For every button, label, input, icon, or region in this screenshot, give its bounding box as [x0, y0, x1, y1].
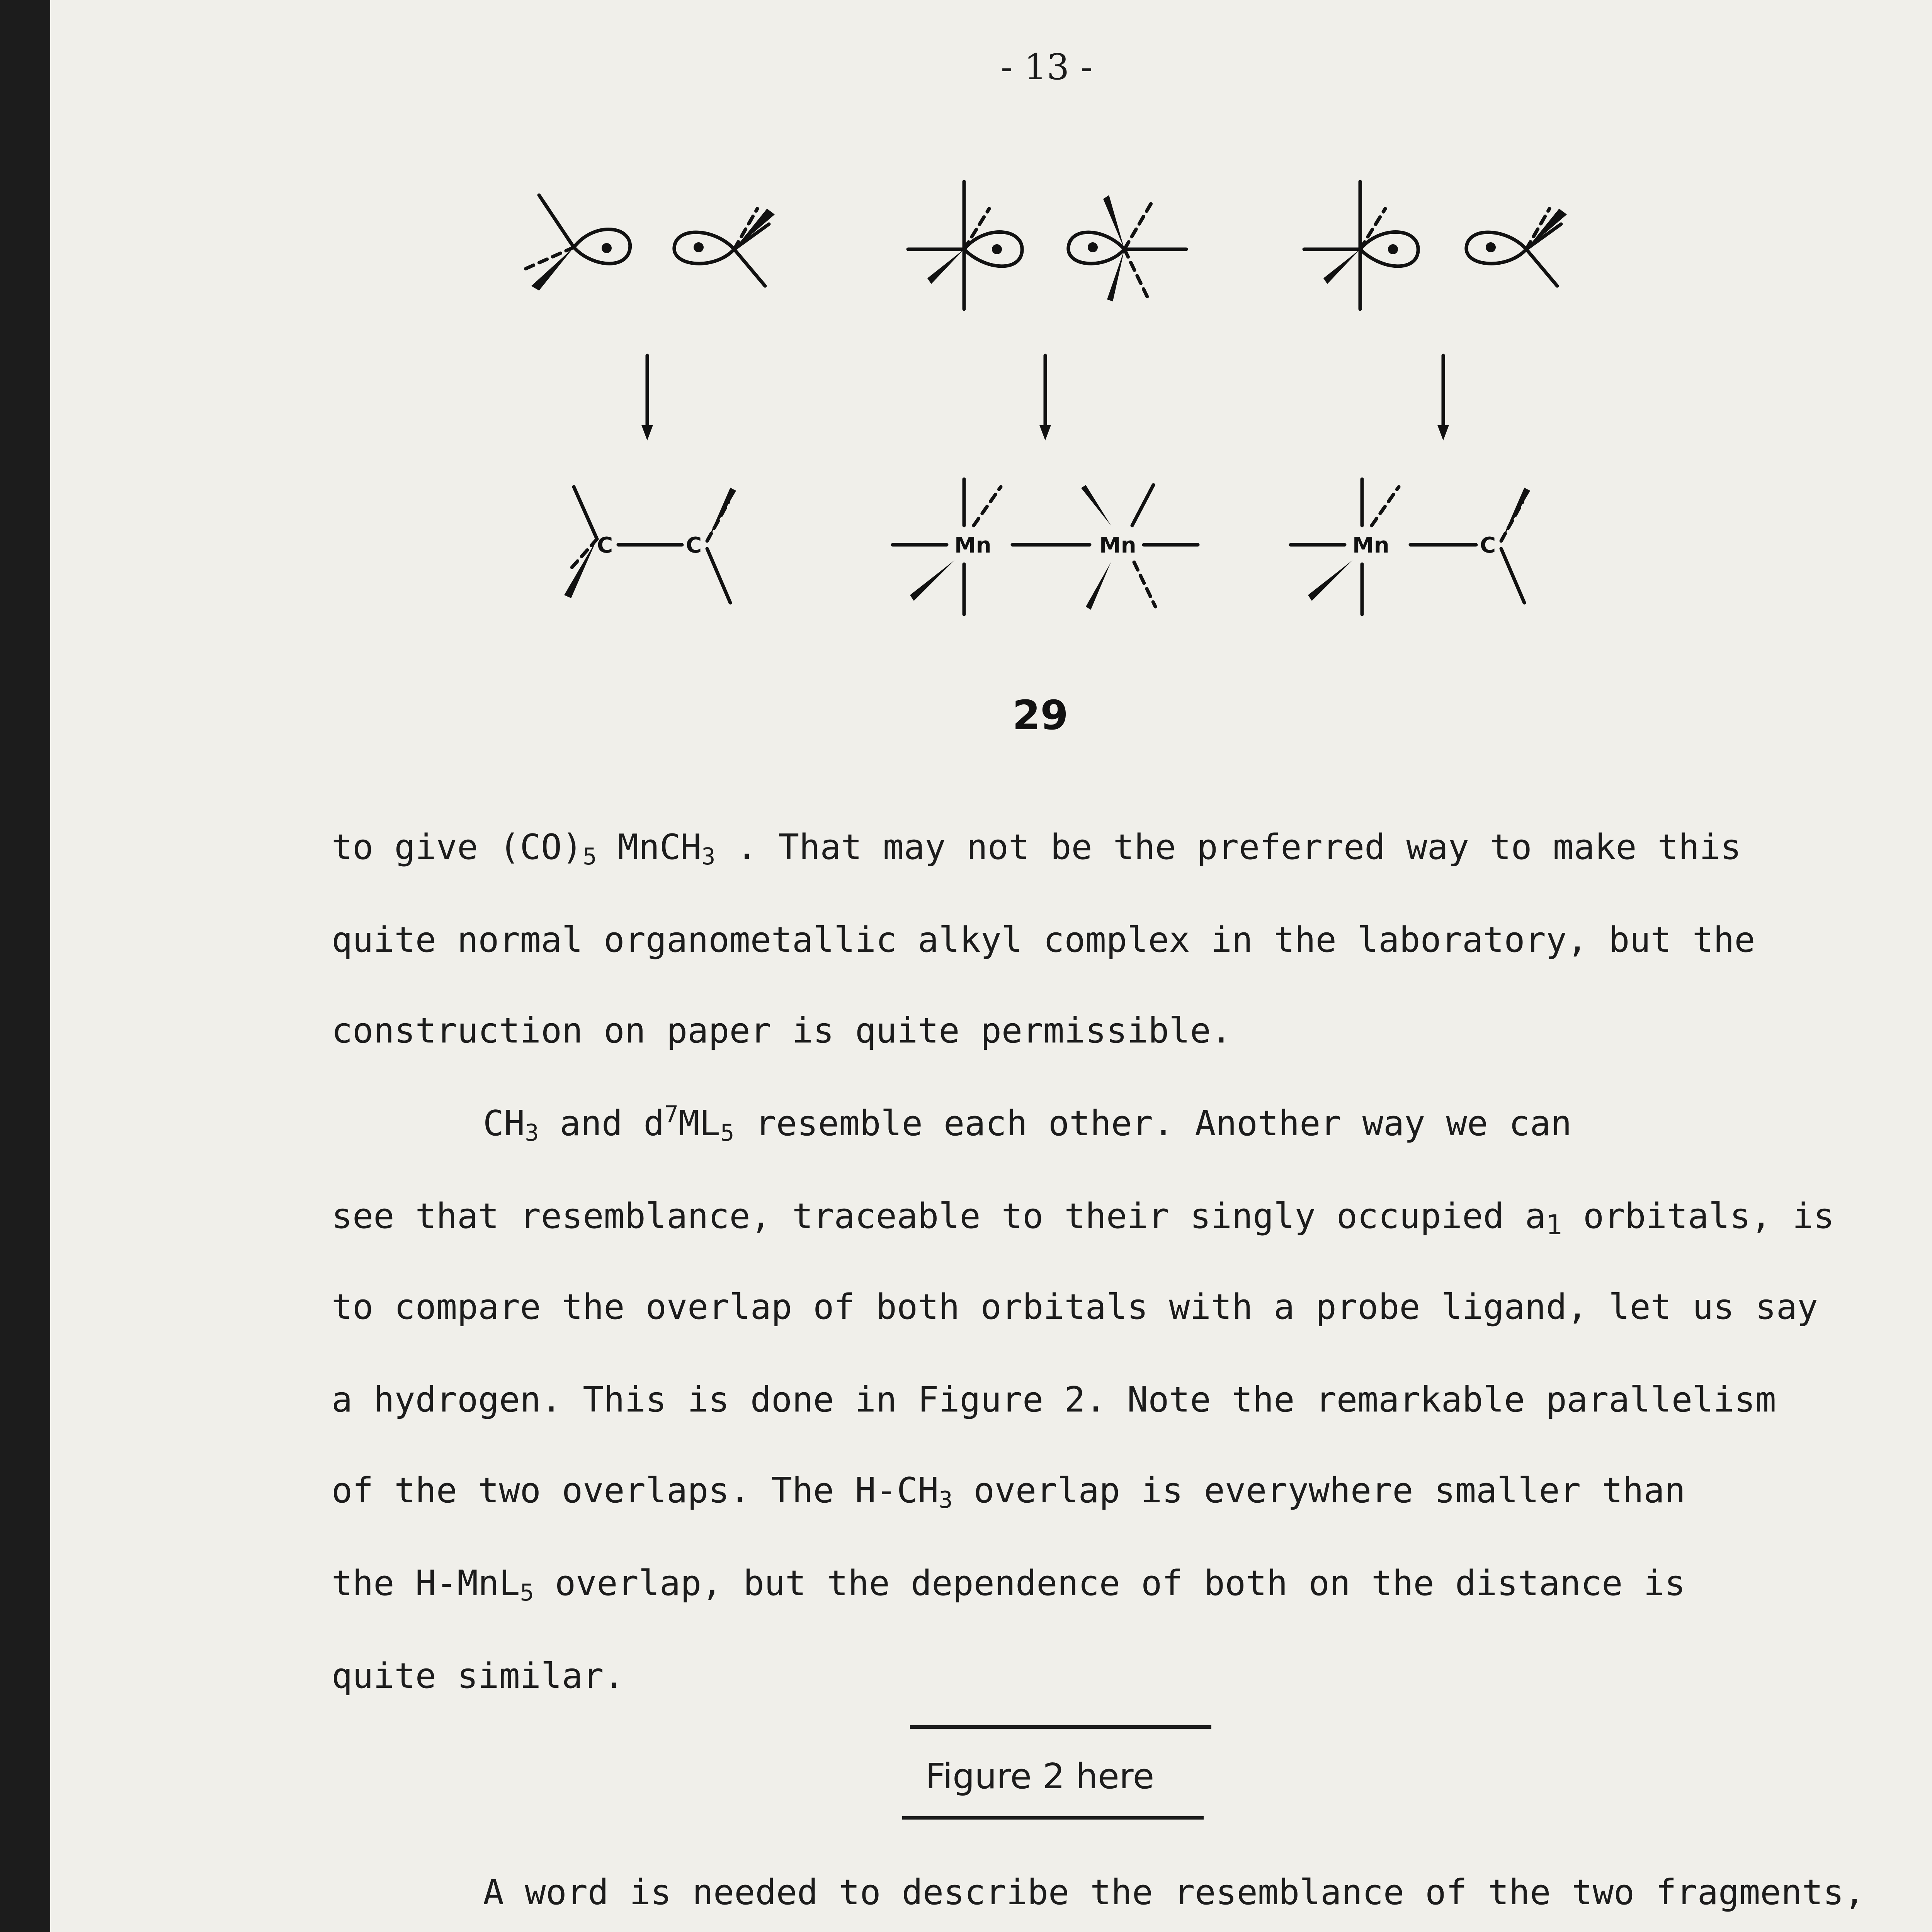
paragraph-line: construction on paper is quite permissible. [332, 1010, 1232, 1051]
ch3-fragment-right-orbital [674, 209, 775, 286]
paragraph-line: quite normal organometallic alkyl complex in the laboratory, but the [332, 920, 1755, 960]
paragraph-line: A word is needed to describe the resemblance of the two fragments, [483, 1872, 1865, 1913]
ml5-fragment-right-orbital [1068, 195, 1186, 301]
arrow-down-icon [1437, 355, 1449, 440]
paragraph-line: $CH_3$ and $d^7ML_5$ resemble each other. Another way we can [483, 1101, 1572, 1146]
atom-label-mn: Mn [1099, 533, 1136, 558]
atom-label-mn: Mn [1352, 533, 1389, 558]
figure-placeholder-rule-bottom [902, 1816, 1204, 1820]
ch3-fragment-third-orbital [1466, 209, 1567, 286]
arrow-down-icon [641, 355, 653, 440]
paragraph-line: to compare the overlap of both orbitals with a probe ligand, let us say [332, 1287, 1818, 1327]
atom-label-mn: Mn [954, 533, 992, 558]
ml5-fragment-third-orbital [1304, 182, 1418, 309]
paragraph-line: quite similar. [332, 1656, 625, 1696]
page-number: - 13 - [1001, 46, 1093, 88]
compound-number: 29 [1012, 692, 1068, 739]
mn2-co10-structure [893, 479, 1198, 614]
ethane-structure [564, 487, 736, 603]
atom-label-c: C [597, 533, 613, 558]
paragraph-line: see that resemblance, traceable to their singly occupied $a_1$ orbitals, is [332, 1196, 1835, 1241]
atom-label-c: C [1480, 533, 1496, 558]
paragraph-line: the H-MnL$_5$ overlap, but the dependence of both on the distance is [332, 1563, 1685, 1606]
paragraph-line: a hydrogen. This is done in Figure 2. Note the remarkable parallelism [332, 1379, 1776, 1420]
fragment-structures-diagram [0, 0, 1932, 657]
ml5-fragment-left-orbital [908, 182, 1022, 309]
figure-placeholder-rule-top [910, 1725, 1211, 1729]
paragraph-line: of the two overlaps. The $H-CH_3$ overlap is everywhere smaller than [332, 1470, 1685, 1514]
paragraph-line: to give $(CO)_5$ MnCH$_3$ . That may not be the preferred way to make this [332, 827, 1742, 870]
arrow-down-icon [1039, 355, 1051, 440]
atom-label-c: C [686, 533, 702, 558]
ch3-fragment-left-orbital [522, 195, 630, 291]
figure-placeholder-label: Figure 2 here [925, 1756, 1155, 1797]
